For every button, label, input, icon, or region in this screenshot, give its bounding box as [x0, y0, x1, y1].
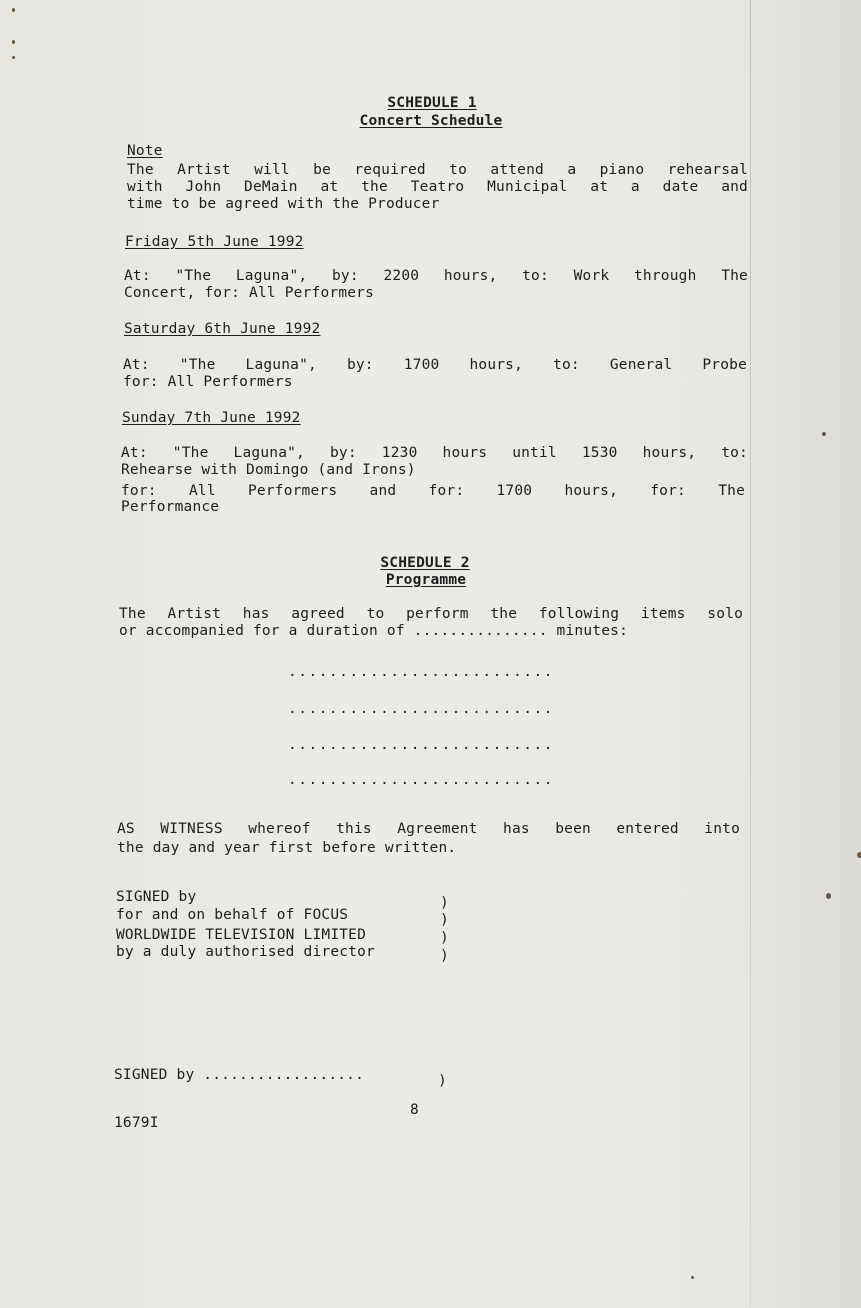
- witness-line: the day and year first before written.: [117, 840, 457, 856]
- note-line: The Artist will be required to attend a piano rehearsal: [127, 162, 748, 178]
- signature-line: by a duly authorised director: [116, 944, 375, 960]
- signature-line: SIGNED by: [116, 889, 197, 905]
- day-line: Performance: [121, 499, 220, 515]
- day-date-friday: Friday 5th June 1992: [125, 234, 304, 250]
- programme-item-blank: ..........................: [288, 772, 554, 788]
- schedule-1-subheading: Concert Schedule: [359, 113, 503, 129]
- scan-speck: [826, 893, 831, 899]
- note-label: Note: [127, 143, 163, 159]
- witness-line: AS WITNESS whereof this Agreement has been entered into: [117, 821, 740, 837]
- scan-speck: [857, 852, 861, 858]
- day-line: At: "The Laguna", by: 1230 hours until 1530 hours, to:: [121, 445, 748, 461]
- schedule-2-heading: SCHEDULE 2: [380, 555, 470, 571]
- day-line: for: All Performers: [123, 374, 293, 390]
- signature-bracket: ): [440, 912, 449, 928]
- programme-line: or accompanied for a duration of ............... minutes:: [119, 623, 628, 639]
- note-line: time to be agreed with the Producer: [127, 196, 440, 212]
- signature-bracket: ): [440, 895, 449, 911]
- day-date-saturday: Saturday 6th June 1992: [124, 321, 321, 337]
- scan-speck: [12, 56, 15, 59]
- scan-speck: [691, 1276, 694, 1279]
- scan-speck: [12, 8, 15, 12]
- signature-2-line: SIGNED by ..................: [114, 1067, 365, 1083]
- programme-item-blank: ..........................: [288, 737, 554, 753]
- scan-speck: [822, 432, 826, 436]
- page-edge-line: [750, 0, 751, 1308]
- programme-line: The Artist has agreed to perform the following items solo: [119, 606, 743, 622]
- signature-2-bracket: ): [438, 1073, 447, 1089]
- signature-line: for and on behalf of FOCUS: [116, 907, 349, 923]
- programme-item-blank: ..........................: [288, 664, 554, 680]
- day-line: Rehearse with Domingo (and Irons): [121, 462, 416, 478]
- day-line: Concert, for: All Performers: [124, 285, 375, 301]
- signature-line: WORLDWIDE TELEVISION LIMITED: [116, 927, 367, 943]
- signature-bracket: ): [440, 948, 449, 964]
- document-reference: 1679I: [114, 1115, 159, 1131]
- schedule-1-heading: SCHEDULE 1: [387, 95, 477, 111]
- page-number: 8: [410, 1102, 419, 1118]
- schedule-2-subheading: Programme: [385, 572, 467, 588]
- day-date-sunday: Sunday 7th June 1992: [122, 410, 301, 426]
- signature-bracket: ): [440, 930, 449, 946]
- scan-speck: [12, 40, 15, 44]
- note-line: with John DeMain at the Teatro Municipal at a date and: [127, 179, 748, 195]
- day-line: At: "The Laguna", by: 1700 hours, to: General Probe: [123, 357, 747, 373]
- day-line: for: All Performers and for: 1700 hours, for: The: [121, 483, 745, 499]
- programme-item-blank: ..........................: [288, 701, 554, 717]
- day-line: At: "The Laguna", by: 2200 hours, to: Work through The: [124, 268, 748, 284]
